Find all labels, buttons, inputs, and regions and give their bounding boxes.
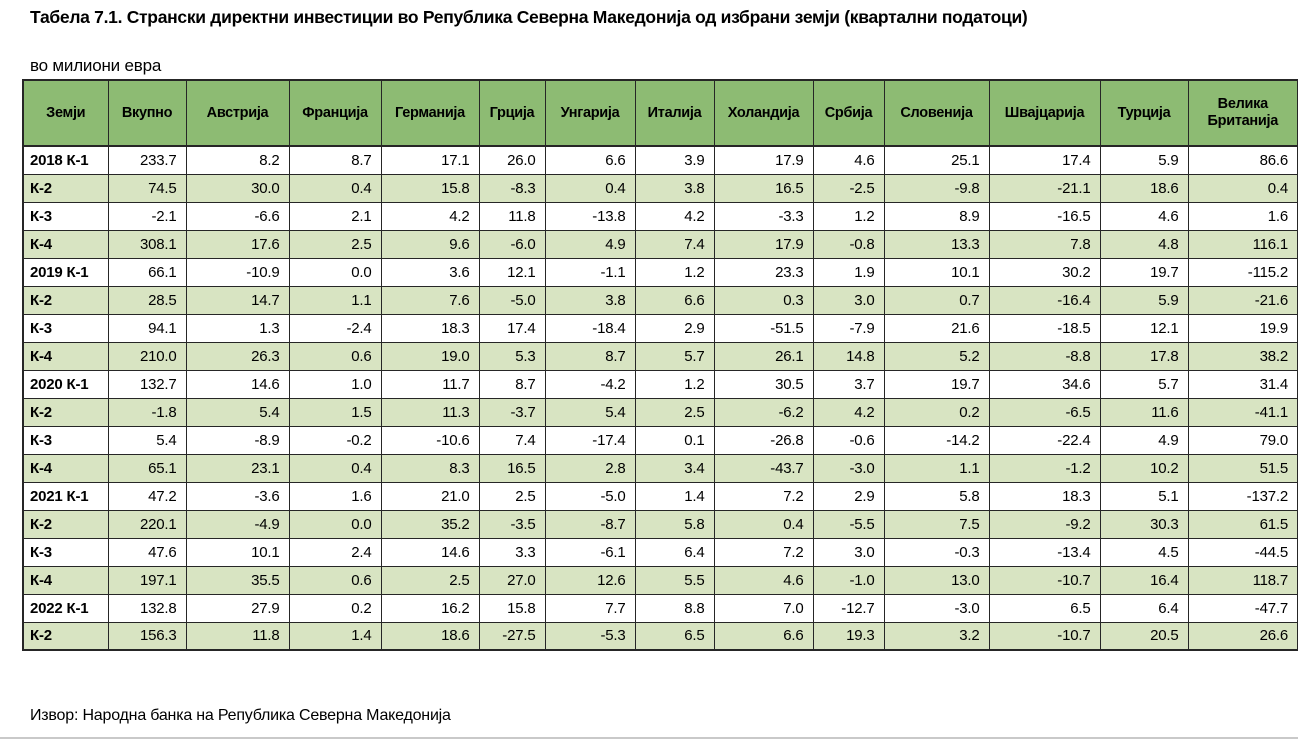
table-row — [23, 566, 1298, 594]
value-cell: 17.9 — [714, 230, 813, 258]
value-cell: -10.7 — [989, 566, 1100, 594]
value-cell: -0.2 — [289, 426, 381, 454]
value-cell: 5.2 — [884, 342, 989, 370]
value-cell: 0.4 — [1188, 174, 1298, 202]
value-cell: -3.3 — [714, 202, 813, 230]
value-cell: 1.6 — [289, 482, 381, 510]
value-cell: 94.1 — [108, 314, 186, 342]
value-cell: -16.4 — [989, 286, 1100, 314]
value-cell: -14.2 — [884, 426, 989, 454]
table-row — [23, 146, 1298, 174]
value-cell: -8.9 — [186, 426, 289, 454]
value-cell: -5.0 — [479, 286, 545, 314]
table-row — [23, 510, 1298, 538]
column-header: Вкупно — [108, 80, 186, 146]
column-header: Италија — [635, 80, 714, 146]
value-cell: 2.5 — [479, 482, 545, 510]
value-cell: 10.1 — [884, 258, 989, 286]
row-label: К-3 — [23, 538, 108, 566]
value-cell: 10.2 — [1100, 454, 1188, 482]
column-header: Германија — [381, 80, 479, 146]
value-cell: 5.9 — [1100, 286, 1188, 314]
value-cell: -41.1 — [1188, 398, 1298, 426]
value-cell: 18.6 — [1100, 174, 1188, 202]
value-cell: 6.4 — [1100, 594, 1188, 622]
fdi-table — [22, 79, 1298, 651]
column-header: Србија — [813, 80, 884, 146]
value-cell: 4.5 — [1100, 538, 1188, 566]
column-header: Австрија — [186, 80, 289, 146]
value-cell: -9.2 — [989, 510, 1100, 538]
value-cell: 51.5 — [1188, 454, 1298, 482]
value-cell: -8.8 — [989, 342, 1100, 370]
bottom-divider — [0, 737, 1298, 739]
value-cell: -5.5 — [813, 510, 884, 538]
value-cell: -0.6 — [813, 426, 884, 454]
row-label: К-3 — [23, 426, 108, 454]
value-cell: 4.6 — [813, 146, 884, 174]
value-cell: 47.6 — [108, 538, 186, 566]
value-cell: 1.4 — [635, 482, 714, 510]
value-cell: 61.5 — [1188, 510, 1298, 538]
value-cell: -21.1 — [989, 174, 1100, 202]
value-cell: 8.3 — [381, 454, 479, 482]
value-cell: 5.4 — [545, 398, 635, 426]
value-cell: 11.3 — [381, 398, 479, 426]
table-row — [23, 286, 1298, 314]
value-cell: 26.0 — [479, 146, 545, 174]
value-cell: 7.0 — [714, 594, 813, 622]
value-cell: 5.1 — [1100, 482, 1188, 510]
value-cell: 5.3 — [479, 342, 545, 370]
value-cell: 13.0 — [884, 566, 989, 594]
row-label: К-2 — [23, 398, 108, 426]
value-cell: 8.9 — [884, 202, 989, 230]
value-cell: 19.9 — [1188, 314, 1298, 342]
value-cell: 2.5 — [381, 566, 479, 594]
value-cell: 5.4 — [186, 398, 289, 426]
value-cell: 14.8 — [813, 342, 884, 370]
value-cell: 18.6 — [381, 622, 479, 650]
value-cell: -4.9 — [186, 510, 289, 538]
value-cell: 25.1 — [884, 146, 989, 174]
value-cell: 3.8 — [545, 286, 635, 314]
value-cell: -115.2 — [1188, 258, 1298, 286]
row-label: К-2 — [23, 286, 108, 314]
value-cell: 38.2 — [1188, 342, 1298, 370]
value-cell: 10.1 — [186, 538, 289, 566]
value-cell: -4.2 — [545, 370, 635, 398]
value-cell: -2.1 — [108, 202, 186, 230]
value-cell: 1.1 — [884, 454, 989, 482]
value-cell: 3.0 — [813, 286, 884, 314]
value-cell: 308.1 — [108, 230, 186, 258]
value-cell: 16.2 — [381, 594, 479, 622]
value-cell: -6.6 — [186, 202, 289, 230]
value-cell: 1.6 — [1188, 202, 1298, 230]
value-cell: 0.4 — [289, 174, 381, 202]
value-cell: 7.6 — [381, 286, 479, 314]
value-cell: 116.1 — [1188, 230, 1298, 258]
value-cell: 2.1 — [289, 202, 381, 230]
value-cell: 34.6 — [989, 370, 1100, 398]
value-cell: 0.6 — [289, 342, 381, 370]
value-cell: 79.0 — [1188, 426, 1298, 454]
value-cell: 0.7 — [884, 286, 989, 314]
column-header: Холандија — [714, 80, 813, 146]
value-cell: 11.7 — [381, 370, 479, 398]
value-cell: 21.6 — [884, 314, 989, 342]
value-cell: -10.9 — [186, 258, 289, 286]
value-cell: 7.5 — [884, 510, 989, 538]
value-cell: -2.5 — [813, 174, 884, 202]
value-cell: 17.4 — [479, 314, 545, 342]
value-cell: 2.5 — [635, 398, 714, 426]
value-cell: 16.4 — [1100, 566, 1188, 594]
value-cell: 1.9 — [813, 258, 884, 286]
value-cell: 7.2 — [714, 482, 813, 510]
row-label: 2018 К-1 — [23, 146, 108, 174]
value-cell: 14.7 — [186, 286, 289, 314]
source-note: Извор: Народна банка на Република Северна Македонија — [30, 707, 451, 724]
value-cell: 1.2 — [813, 202, 884, 230]
table-row — [23, 454, 1298, 482]
value-cell: 20.5 — [1100, 622, 1188, 650]
value-cell: 31.4 — [1188, 370, 1298, 398]
table-row — [23, 538, 1298, 566]
value-cell: 1.2 — [635, 258, 714, 286]
value-cell: 7.4 — [479, 426, 545, 454]
value-cell: 30.5 — [714, 370, 813, 398]
column-header: Грција — [479, 80, 545, 146]
column-header: Франција — [289, 80, 381, 146]
row-label: К-4 — [23, 342, 108, 370]
value-cell: 14.6 — [381, 538, 479, 566]
value-cell: 197.1 — [108, 566, 186, 594]
value-cell: 0.1 — [635, 426, 714, 454]
value-cell: -21.6 — [1188, 286, 1298, 314]
value-cell: 1.0 — [289, 370, 381, 398]
value-cell: -12.7 — [813, 594, 884, 622]
value-cell: 65.1 — [108, 454, 186, 482]
value-cell: 0.0 — [289, 510, 381, 538]
value-cell: 233.7 — [108, 146, 186, 174]
row-label: 2021 К-1 — [23, 482, 108, 510]
value-cell: 0.4 — [289, 454, 381, 482]
value-cell: 3.0 — [813, 538, 884, 566]
value-cell: -1.2 — [989, 454, 1100, 482]
value-cell: -7.9 — [813, 314, 884, 342]
value-cell: 6.6 — [714, 622, 813, 650]
value-cell: 5.8 — [884, 482, 989, 510]
value-cell: 2.9 — [813, 482, 884, 510]
value-cell: 86.6 — [1188, 146, 1298, 174]
value-cell: 17.9 — [714, 146, 813, 174]
row-label: К-4 — [23, 566, 108, 594]
value-cell: 3.2 — [884, 622, 989, 650]
value-cell: -3.7 — [479, 398, 545, 426]
value-cell: -51.5 — [714, 314, 813, 342]
value-cell: 4.9 — [1100, 426, 1188, 454]
row-label: К-2 — [23, 510, 108, 538]
value-cell: 2.4 — [289, 538, 381, 566]
value-cell: 3.4 — [635, 454, 714, 482]
table-row — [23, 202, 1298, 230]
value-cell: 0.6 — [289, 566, 381, 594]
value-cell: 7.2 — [714, 538, 813, 566]
table-row — [23, 482, 1298, 510]
value-cell: 1.3 — [186, 314, 289, 342]
value-cell: 1.5 — [289, 398, 381, 426]
value-cell: 132.8 — [108, 594, 186, 622]
value-cell: 118.7 — [1188, 566, 1298, 594]
value-cell: 30.3 — [1100, 510, 1188, 538]
unit-note: во милиони евра — [30, 56, 162, 75]
value-cell: -26.8 — [714, 426, 813, 454]
value-cell: 66.1 — [108, 258, 186, 286]
table-row — [23, 594, 1298, 622]
value-cell: 19.0 — [381, 342, 479, 370]
value-cell: 4.2 — [813, 398, 884, 426]
table-row — [23, 230, 1298, 258]
value-cell: -0.3 — [884, 538, 989, 566]
value-cell: 3.6 — [381, 258, 479, 286]
value-cell: -10.7 — [989, 622, 1100, 650]
value-cell: -6.1 — [545, 538, 635, 566]
table-row — [23, 342, 1298, 370]
value-cell: 8.7 — [545, 342, 635, 370]
value-cell: -16.5 — [989, 202, 1100, 230]
column-header: Велика Британија — [1188, 80, 1298, 146]
value-cell: 23.3 — [714, 258, 813, 286]
value-cell: 15.8 — [479, 594, 545, 622]
value-cell: 35.2 — [381, 510, 479, 538]
value-cell: -8.7 — [545, 510, 635, 538]
table-title: Табела 7.1. Странски директни инвестиции во Република Северна Македонија од избрани земји (квартални податоци) — [30, 7, 1028, 27]
value-cell: 5.8 — [635, 510, 714, 538]
value-cell: 4.2 — [381, 202, 479, 230]
value-cell: 6.6 — [545, 146, 635, 174]
value-cell: 0.0 — [289, 258, 381, 286]
value-cell: -13.4 — [989, 538, 1100, 566]
value-cell: 30.2 — [989, 258, 1100, 286]
value-cell: -27.5 — [479, 622, 545, 650]
value-cell: 15.8 — [381, 174, 479, 202]
column-header: Швајцарија — [989, 80, 1100, 146]
value-cell: 27.0 — [479, 566, 545, 594]
value-cell: 17.4 — [989, 146, 1100, 174]
value-cell: 19.7 — [884, 370, 989, 398]
value-cell: 11.8 — [479, 202, 545, 230]
value-cell: 210.0 — [108, 342, 186, 370]
value-cell: 8.7 — [479, 370, 545, 398]
value-cell: 26.1 — [714, 342, 813, 370]
row-label: 2019 К-1 — [23, 258, 108, 286]
value-cell: -0.8 — [813, 230, 884, 258]
value-cell: 2.8 — [545, 454, 635, 482]
value-cell: -137.2 — [1188, 482, 1298, 510]
header-row — [23, 80, 1298, 146]
value-cell: -2.4 — [289, 314, 381, 342]
table-row — [23, 426, 1298, 454]
value-cell: 11.6 — [1100, 398, 1188, 426]
row-label: 2022 К-1 — [23, 594, 108, 622]
value-cell: -5.0 — [545, 482, 635, 510]
value-cell: 2.9 — [635, 314, 714, 342]
value-cell: 47.2 — [108, 482, 186, 510]
row-label: К-2 — [23, 622, 108, 650]
value-cell: 0.2 — [884, 398, 989, 426]
row-label: К-4 — [23, 454, 108, 482]
value-cell: -44.5 — [1188, 538, 1298, 566]
value-cell: 0.4 — [714, 510, 813, 538]
value-cell: 5.5 — [635, 566, 714, 594]
value-cell: -8.3 — [479, 174, 545, 202]
row-label: 2020 К-1 — [23, 370, 108, 398]
value-cell: 19.3 — [813, 622, 884, 650]
table-row — [23, 314, 1298, 342]
value-cell: 0.2 — [289, 594, 381, 622]
value-cell: 35.5 — [186, 566, 289, 594]
value-cell: -22.4 — [989, 426, 1100, 454]
value-cell: 4.6 — [1100, 202, 1188, 230]
value-cell: 4.6 — [714, 566, 813, 594]
column-header: Унгарија — [545, 80, 635, 146]
value-cell: -47.7 — [1188, 594, 1298, 622]
value-cell: 7.4 — [635, 230, 714, 258]
value-cell: 8.2 — [186, 146, 289, 174]
value-cell: 6.5 — [635, 622, 714, 650]
value-cell: 220.1 — [108, 510, 186, 538]
value-cell: 74.5 — [108, 174, 186, 202]
value-cell: -3.6 — [186, 482, 289, 510]
value-cell: -17.4 — [545, 426, 635, 454]
value-cell: 8.8 — [635, 594, 714, 622]
value-cell: 5.4 — [108, 426, 186, 454]
value-cell: 30.0 — [186, 174, 289, 202]
value-cell: 17.6 — [186, 230, 289, 258]
value-cell: 0.4 — [545, 174, 635, 202]
column-header: Словенија — [884, 80, 989, 146]
value-cell: 3.9 — [635, 146, 714, 174]
value-cell: 8.7 — [289, 146, 381, 174]
value-cell: 12.1 — [1100, 314, 1188, 342]
table-body — [23, 146, 1298, 650]
value-cell: -3.0 — [884, 594, 989, 622]
value-cell: -43.7 — [714, 454, 813, 482]
value-cell: -18.5 — [989, 314, 1100, 342]
value-cell: -9.8 — [884, 174, 989, 202]
value-cell: 18.3 — [989, 482, 1100, 510]
value-cell: 18.3 — [381, 314, 479, 342]
column-header: Турција — [1100, 80, 1188, 146]
value-cell: 4.9 — [545, 230, 635, 258]
value-cell: -10.6 — [381, 426, 479, 454]
value-cell: -3.5 — [479, 510, 545, 538]
value-cell: 5.7 — [635, 342, 714, 370]
value-cell: -13.8 — [545, 202, 635, 230]
value-cell: 14.6 — [186, 370, 289, 398]
value-cell: 13.3 — [884, 230, 989, 258]
value-cell: -6.0 — [479, 230, 545, 258]
value-cell: 6.4 — [635, 538, 714, 566]
value-cell: 5.9 — [1100, 146, 1188, 174]
value-cell: 1.2 — [635, 370, 714, 398]
value-cell: -3.0 — [813, 454, 884, 482]
value-cell: 12.1 — [479, 258, 545, 286]
value-cell: 3.3 — [479, 538, 545, 566]
table-row — [23, 258, 1298, 286]
value-cell: 2.5 — [289, 230, 381, 258]
value-cell: 9.6 — [381, 230, 479, 258]
column-header: Земји — [23, 80, 108, 146]
value-cell: 28.5 — [108, 286, 186, 314]
value-cell: 3.7 — [813, 370, 884, 398]
value-cell: -18.4 — [545, 314, 635, 342]
value-cell: 26.6 — [1188, 622, 1298, 650]
value-cell: 16.5 — [479, 454, 545, 482]
value-cell: 6.6 — [635, 286, 714, 314]
table-row — [23, 622, 1298, 650]
value-cell: 17.1 — [381, 146, 479, 174]
table-row — [23, 370, 1298, 398]
value-cell: 23.1 — [186, 454, 289, 482]
value-cell: 19.7 — [1100, 258, 1188, 286]
row-label: К-3 — [23, 314, 108, 342]
value-cell: 21.0 — [381, 482, 479, 510]
value-cell: 7.7 — [545, 594, 635, 622]
value-cell: 11.8 — [186, 622, 289, 650]
row-label: К-2 — [23, 174, 108, 202]
value-cell: 6.5 — [989, 594, 1100, 622]
value-cell: 27.9 — [186, 594, 289, 622]
value-cell: -1.0 — [813, 566, 884, 594]
value-cell: -1.8 — [108, 398, 186, 426]
value-cell: 26.3 — [186, 342, 289, 370]
table-row — [23, 398, 1298, 426]
value-cell: -5.3 — [545, 622, 635, 650]
row-label: К-3 — [23, 202, 108, 230]
value-cell: 0.3 — [714, 286, 813, 314]
value-cell: -6.5 — [989, 398, 1100, 426]
value-cell: -1.1 — [545, 258, 635, 286]
row-label: К-4 — [23, 230, 108, 258]
value-cell: 1.4 — [289, 622, 381, 650]
value-cell: 4.2 — [635, 202, 714, 230]
table-row — [23, 174, 1298, 202]
value-cell: 17.8 — [1100, 342, 1188, 370]
value-cell: 132.7 — [108, 370, 186, 398]
value-cell: -6.2 — [714, 398, 813, 426]
value-cell: 7.8 — [989, 230, 1100, 258]
value-cell: 156.3 — [108, 622, 186, 650]
value-cell: 3.8 — [635, 174, 714, 202]
value-cell: 16.5 — [714, 174, 813, 202]
value-cell: 12.6 — [545, 566, 635, 594]
value-cell: 5.7 — [1100, 370, 1188, 398]
value-cell: 4.8 — [1100, 230, 1188, 258]
value-cell: 1.1 — [289, 286, 381, 314]
